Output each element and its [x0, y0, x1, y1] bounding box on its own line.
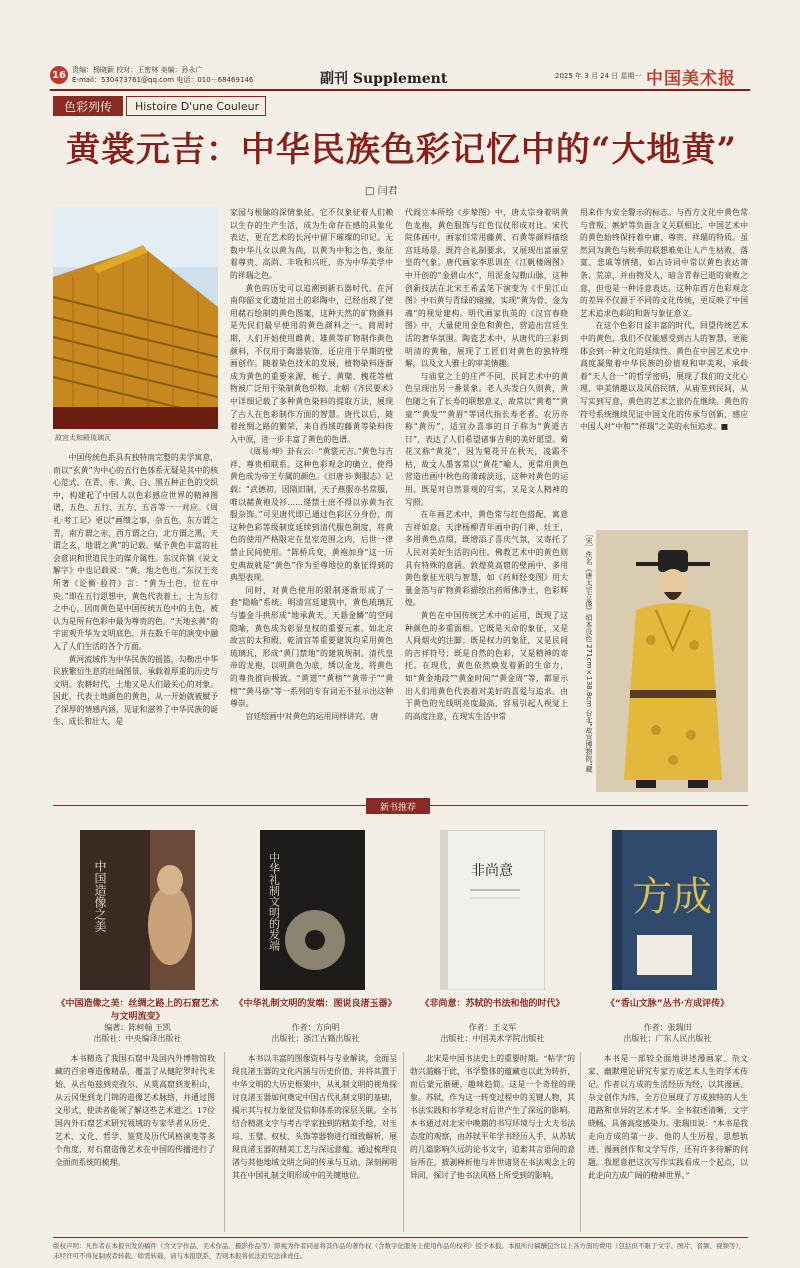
- masthead-logo: 中国美术报: [646, 69, 736, 89]
- book-meta-4: [585, 1022, 750, 1044]
- article-column-3: [405, 207, 568, 797]
- article-column-2: [230, 207, 393, 797]
- book-cover-art: [260, 830, 365, 990]
- paragraph: 《周易·坤》卦有云：“黄裳元吉。”黄色与吉祥、尊贵相联系。这种色彩观念的确立，使得黄色成为帝王专属的颜色。《旧唐书·舆服志》记载：“武德初，因隋旧制，天子燕服亦名常服，唯以赭黄袍及衫……递禁士庶不得以赤黄为衣服杂饰。”可见唐代即已通过色彩区分身份，而这种色彩等级制度延续到清代服色制度，将黄色的使用严格限定在皇室范围之内，后世一律禁止民间使用。“陈桥兵变，黄袍加身”这一历史典故就是“黄色”作为至尊地位的象征得到的典型表现。: [230, 447, 393, 583]
- divider: [580, 1052, 581, 1232]
- section-title: 副刊 Supplement: [320, 71, 448, 87]
- paragraph: 用来作为安全警示的标志。与西方文化中黄色常与背叛、嫉妒等负面含义关联相比，中国艺术中的黄色始终保持着中庸、尊贵、祥瑞的特质。虽然同为黄色与秋季的联想难免让人产生枯败、落寞、悲戚等情绪，如古诗词中常以黄色表达萧条、荒凉，并由物及人，暗含青春已逝的衰败之意，但也是一种诗意表达。这种东西方色彩观念的差异不仅源于不同的文化传统，更反映了中国艺术追求色彩的和谐与象征意义。: [580, 208, 748, 318]
- book-desc-2: [232, 1052, 397, 1232]
- book-cover-2[interactable]: [260, 830, 365, 990]
- book-desc-3: [410, 1052, 575, 1232]
- book-meta-1: [55, 1022, 220, 1044]
- book-cover-art: [80, 830, 195, 990]
- credits: [72, 65, 253, 85]
- header-rule: [50, 89, 750, 91]
- book-author: 作者：方向明: [291, 1023, 340, 1032]
- book-desc: 本书精选了我国石窟中及国内外博物馆收藏的百余尊造像精品，覆盖了从健陀罗时代未始、从古龟兹到克孜尔、从莫高窟到麦积山，从云冈堡到龙门锦的造像艺术脉络，并通过图文形式，使读者能领了解这些艺术道之。17位国内外石窟艺术研究领域的专家学者从历史、艺术、文化、哲学、鉴赏及历代风格演变等多个角度，对石窟造像艺术在中国的传播进行了全面而系统的梳理。: [55, 1054, 215, 1167]
- book-meta-2: [228, 1022, 403, 1044]
- column-tag-en: Histoire D'une Couleur: [126, 96, 266, 116]
- paragraph: 黄河流域作为中华民族的摇篮，勾勒出中华民族繁衍生息的壮阔图景，承载着厚重的历史与文明。农耕时代，土地又是人们最关心的对象。因此，代表土地颜色的黄色，从一开始就被赋予了深厚的情感内涵，见证和滋养了中华民族的诞生、成长和壮大，是: [53, 654, 218, 727]
- book-publisher: 出版社：浙江古籍出版社: [271, 1034, 360, 1043]
- book-publisher: 出版社：广东人民出版社: [623, 1034, 712, 1043]
- credits-line1: 责编：杨晓颖 校对：王密林 美编：孙永广: [72, 66, 203, 74]
- book-cover-4[interactable]: [612, 830, 717, 990]
- emperor-portrait: [596, 530, 748, 792]
- byline: □ 闫君: [365, 186, 398, 197]
- book-title-3[interactable]: 《非尚意：苏轼的书法和他的时代》: [420, 999, 565, 1009]
- cover-title: 方成: [632, 874, 712, 920]
- book-cover-art: [612, 830, 717, 990]
- book-desc: 北宋是中国书法史上的重要时期。“帖学”的勃兴滥觞于此，书学整体的蕴藏也以此为转折，而后蒙元渐硬，趣味趋简。这是一个奇怪的现象。苏轼，作为这一转变过程中的关键人物，其书法实践和书学观念对后世产生了深远的影响。本书通过对北宋中晚期的书写环境与士大夫书法态度的观察，由苏轼平年学书经历入手，从苏轼的几篇影响久远的论书文字，追索其言语间的意旨所在，披剥释析他与并世诸贤在书法观念上的异同，探讨了他书法风格上所受到的影响。: [410, 1054, 575, 1180]
- divider: [224, 1052, 225, 1232]
- paragraph: 同时，对黄色使用的限制逐渐形成了一套“隐喻”系统。明清宫廷建筑中，黄色琉璃瓦与鎏金斗拱形成“地承黄天，天悬金鳞”的空间隐喻，黄色成为彰显皇权的重要元素。如北京故宫的太和殿、乾清宫等重要建筑均采用黄色琉璃瓦，形成“黄门禁地”的建筑规制。清代皇帝的龙袍，以明黄色为底，绣以金龙，将黄色的尊贵推向极致。“黄道”“黄榜”“黄带子”“黄榜”“黄马褂”等一系列的专有词无不显示出这种尊崇。: [230, 585, 393, 709]
- issue-date: 2025 年 3 月 24 日 星期一: [555, 72, 642, 80]
- cover-title: 非尚意: [471, 863, 513, 879]
- portrait-illustration: [596, 530, 748, 792]
- book-cover-art: [440, 830, 545, 990]
- roof-photo: [53, 207, 218, 429]
- book-desc-4: [588, 1052, 748, 1232]
- book-author: 作者：王义军: [468, 1023, 517, 1032]
- book-author: 编著：陈柯翰 王凯: [104, 1023, 171, 1032]
- article-column-1: [53, 452, 218, 797]
- credits-line2: E-mail：530473761@qq.com 电话：010－68469146: [72, 76, 254, 84]
- book-title-4[interactable]: 《“香山文脉”丛书·方成评传》: [605, 999, 730, 1009]
- divider: [403, 1052, 404, 1232]
- paragraph: 黄色的历史可以追溯到新石器时代。在河南仰韶文化遗址出土的彩陶中，已经出现了使用赭石绘制的黄色图案，这种天然的矿物颜料是先民们最早使用的黄色颜料之一。商周时期，人们开始使用雌黄、雄黄等矿物制作黄色颜料，不仅用于陶器装饰，还应用于早期的壁画创作。随着染色技术的发展，植物染料逐渐成为黄色的重要来源，栀子、黄檗、槐花等植物被广泛用于染制黄色织物。北朝《齐民要术》中详细记载了多种黄色染料的提取方法，展现了古人在色彩制作方面的智慧。唐代以后，随着丝绸之路的繁荣，来自西域的藤黄等染料传入中原，进一步丰富了黄色的色谱。: [230, 283, 393, 444]
- new-books-label: 新书推荐: [366, 798, 430, 814]
- roof-illustration: [53, 207, 218, 429]
- page-number: 16: [50, 66, 68, 84]
- paragraph: 家园与根脉的深情象征。它不仅象征着人们赖以生存的生产生活，成为生命存在感的具象化表达，更在艺术的长河中留下璀璨的印记。无数中华儿女以黄为尚，以黄为中和之色，象征着尊贵、高尚、丰收和兴旺，亦为中华美学中的祥瑞之色。: [230, 208, 393, 280]
- roof-caption: 故宫太和殿琉璃瓦: [55, 434, 111, 442]
- book-title-1[interactable]: 《中国造像之美：丝绸之路上的石窟艺术与文明流变》: [56, 999, 219, 1022]
- paragraph: 黄色在中国传统艺术中的运用，既现了这种颜色的多重面相。它既是天命的象征，又是人间烟火的注脚；既是权力的象征，又是民间的吉祥符号；既是自然的色彩，又是精神的寄托。在现代，黄色依然焕发着新的生命力，如“黄金地段”“黄金时间”“黄金周”等，都显示出人们用黄色代表着对美好的喜爱与追求。由于黄色的光线明亮度最高，容易引起人视觉上的高度注意，在现实生活中常: [405, 611, 568, 721]
- headline: 黄裳元吉：中华民族色彩记忆中的“大地黄”: [65, 130, 738, 170]
- portrait-caption: ［宋］佚名《唐太宗立像》绢本设色 271cm×138.8cm 台北“故宫博物院”藏: [585, 530, 593, 773]
- cover-title: 中华礼制文明的发端: [267, 852, 281, 951]
- book-author: 作者：张瑞田: [643, 1023, 692, 1032]
- book-cover-1[interactable]: [80, 830, 195, 990]
- paragraph: 在年画艺术中，黄色常与红色搭配，寓意吉祥如意。天津杨柳青年画中的门神、灶王，多用黄色点缀，既增添了喜庆气氛，又寄托了人民对美好生活的向往。佛教艺术中的黄色则具有特殊的意涵。敦煌莫高窟的壁画中，多用黄色象征光明与智慧，如《药师经变图》用大量金箔与矿物黄彩描绘出药师佛净土，色彩辉煌。: [405, 510, 568, 608]
- book-publisher: 出版社：中国美术学院出版社: [440, 1034, 545, 1043]
- book-meta-3: [410, 1022, 575, 1044]
- column-tag: 色彩列传: [53, 96, 123, 116]
- paragraph: 在这个色彩日益丰富的时代，回望传统艺术中的黄色，我们不仅能感受到古人的智慧，更能体会到一种文化的延续性。黄色在中国艺术史中高度凝聚着中华民族的价值观和审美观，承载着“天人合一”的哲学密码，展现了我们的文化心理、审美情趣以及风俗民情，从庙堂到民间，从写实到写意，黄色的艺术之旅仍在继续。黄色的符号系统继续见证中国文化的传承与创新，感应中国人对“中和”“祥瑞”之美的永恒追求。■: [580, 321, 748, 432]
- book-cover-3[interactable]: [440, 830, 545, 990]
- cover-title: 中国造像之美: [93, 860, 107, 932]
- book-desc: 本书以丰富的图像资料与专业解读，全面呈现良渚玉器的文化内涵与历史价值，并将其置于中华文明的大历史框架中，从礼制文明的视角探讨良渚玉器如何奠定中国古代礼制文明的基础，揭示其与权力象征及信仰体系的深层关联。全书结合精湛文字与考古学家独到的精美手绘，对玉琮、玉璧、权杖、头饰等器物进行细致解析，展现良渚玉器的精美工艺与深远意蕴。通过梳理良渚与其他地域文明之间的传承与互动，深刻阐明其在中国礼制文明形成中的关键地位。: [232, 1054, 397, 1180]
- paragraph: 中国传统色系具有独特而完整的美学寓意，而以“玄黄”为中心的五行色体系无疑是其中的核心范式。在青、赤、黄、白、黑五种正色的交织中，构建起了中国人以色彩感应世界的精神图谱，五色、五行、五方、五音等一一对应。《周礼·考工记》更以“画缋之事，杂五色。东方谓之青，南方谓之赤，西方谓之白，北方谓之黑，天谓之玄，地谓之黄”的记载，赋予黄色丰富的社会意识和世道民生的媒介属性。东汉许慎《说文解字》中也记载说：“黄，地之色也。”东汉王充所著《论衡·验符》言：“黄为土色，位在中央。”即在五行思想中，黄色代表着土，土为五行之中心，因而黄色是中国传统五色中的主色，被认为是所有色彩中最为尊贵的色。“天地玄黄”的宇宙观升华为文明底色，并在数千年的演变中融入了人们生活的各个方面。: [53, 453, 218, 651]
- article-column-4: [580, 207, 748, 522]
- paragraph: 代阎立本所绘《步辇图》中，唐太宗身着明黄色龙袍，黄色服饰与红色仪仗形成对比。宋代院体画中，画家们常用藤黄、石黄等颜料描绘宫廷场景，既符合礼制要求，又展现出富丽堂皇的气象。唐代画家李思训在《江帆楼阁图》中开创的“金碧山水”，用泥金勾勒山脉，这种创新技法在北宋王希孟笔下演变为《千里江山图》中石黄与青绿的碰撞，实现“黄为骨、金为魂”的视觉建构。明代画家仇英的《汉宫春晓图》中，大量使用金色和黄色，营造出宫廷生活的奢华氛围。陶瓷艺术中，从唐代的三彩到明清的黄釉，展现了工匠们对黄色的独特理解，以及文人雅士的审美情趣。: [405, 208, 568, 369]
- book-desc-1: [55, 1052, 215, 1232]
- paragraph: 与庙堂之上的庄严不同，民间艺术中的黄色呈现出另一番景象。老人头发白久则黄，黄色随之有了长寿的联想意义，故常以“黄耇”“黄童”“黄发”“黄眉”等词代指长寿老者。农历亦称“黄历”，适宜办喜事的日子称为“黄道吉日”，表达了人们希望诸事吉利的美好愿望。菊花又称“黄花”，因为菊花开在秋天，凌霜不枯，故文人墨客常以“黄花”喻人，更常用黄色营造出画中秋色的萧疏淡远，这种对黄色的运用，既是对自然景观的写实，又是文人精神的写照。: [405, 371, 568, 507]
- book-publisher: 出版社：中央编译出版社: [93, 1034, 182, 1043]
- book-desc: 本书是一部较全面地讲述漫画家、杂文家、幽默理论研究专家方成艺术人生的学术传记。作者以方成的生活经历为经，以其漫画、杂文创作为纬，全方位展现了方成独特的人生道路和卓异的艺术才华。全书叙述清晰，文字晓畅，具备高度感染力。张瑞田说：“本书是我走向方成的第一步。他的人生历程、思想轨迹、漫画创作和文学写作，还有许多待解的问题。我愿意把这次写作实践看成一个起点，以此走向方成广阔的精神世界。”: [588, 1054, 748, 1180]
- copyright-notice: 版权声明：凡作者在本报刊发的稿件（含文字作品、美术作品、摄影作品等）即视为作者同意将其作品的著作权（含数字化服务上使用作品的权利）授予本报。本报所付稿酬包含以上各方面的费用（包括但不限于文字、图片、音频、视频等），未经许可不得复制或者转载。如需转载，请与本报联系，否则本报将依法追究法律责任。: [53, 1237, 748, 1263]
- paragraph: 宫廷绘画中对黄色的运用同样讲究。唐: [245, 711, 379, 721]
- book-title-2[interactable]: 《中华礼制文明的发端：图说良渚玉器》: [234, 999, 397, 1009]
